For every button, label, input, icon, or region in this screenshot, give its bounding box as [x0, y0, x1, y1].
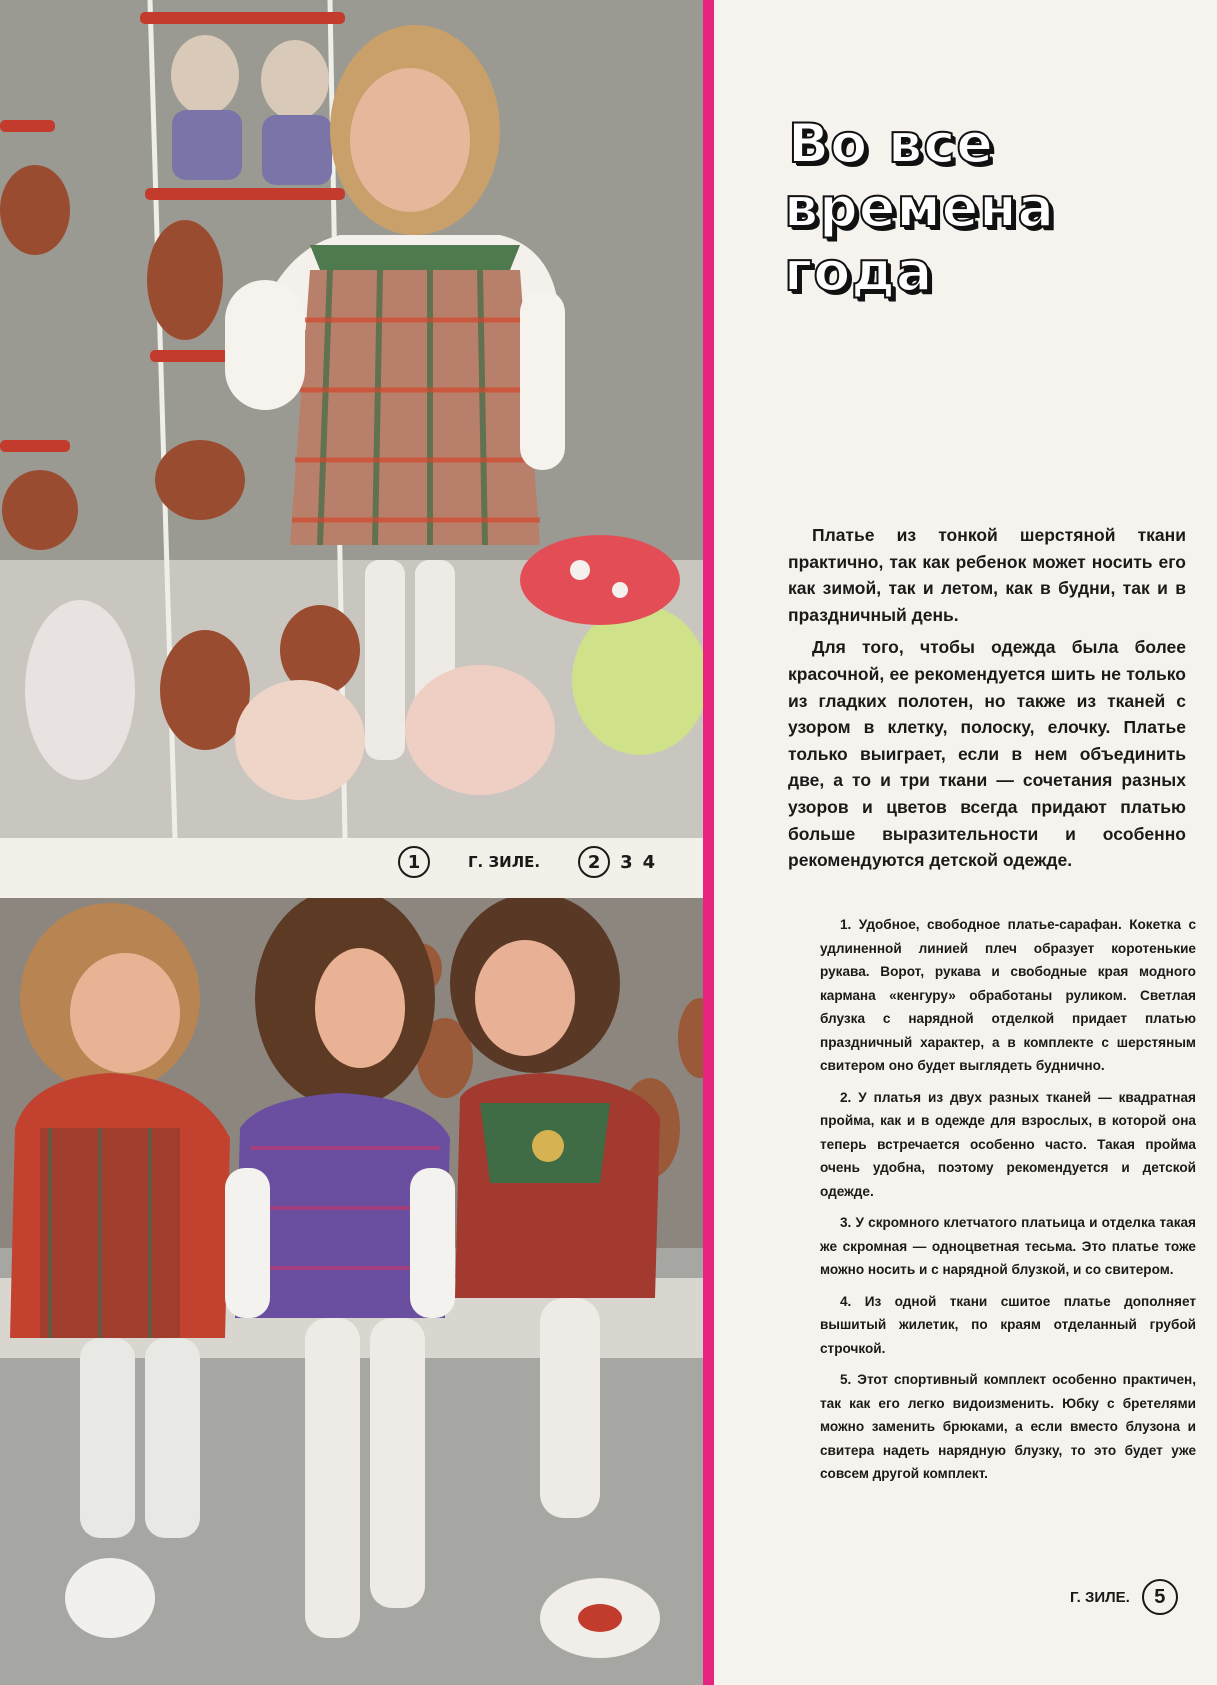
photo-top-illustration — [0, 0, 710, 838]
item-4: 4. Из одной ткани сшитое платье дополняет вышитый жилетик, по краям отделанный грубой строчкой. — [820, 1293, 1196, 1356]
footer-author: Г. ЗИЛЕ. — [1070, 1588, 1130, 1606]
intro-paragraph-1: Платье из тонкой шерстяной ткани практично, так как ребенок может носить его как зимой, так и летом, как в будни, так и в праздничный день. — [788, 525, 1186, 625]
item-5: 5. Этот спортивный комплект особенно практичен, так как его легко видоизменить. Юбку с бретелями можно заменить брюками, а если вместо блузона и свитера надеть нарядную блузку, то это будет уже совсем другой комплект. — [820, 1372, 1196, 1481]
intro-text — [788, 522, 1186, 880]
accent-divider — [703, 0, 714, 1685]
caption-number-2: 2 — [578, 846, 610, 878]
intro-paragraph-2: Для того, чтобы одежда была более красочной, ее рекомендуется шить не только из гладких полотен, но также из тканей с узором в клетку, полоску, елочку. Платье только выиграет, если в нем объединить две, а то и три ткани — сочетания разных узоров и цветов всегда придают платью больше выразительности и особенно рекомендуются детской одежде. — [788, 637, 1186, 871]
photo-caption — [398, 846, 655, 878]
item-2: 2. У платья из двух разных тканей — квадратная пройма, как и в одежде для взрослых, в которой она теперь встречается особенно часто. Такая пройма очень удобна, поэтому рекомендуется и детской одежде. — [820, 1089, 1196, 1199]
title-line-1: Во все — [788, 112, 994, 175]
caption-number-1: 1 — [398, 846, 430, 878]
article-title — [784, 112, 1208, 304]
page-number: 5 — [1142, 1579, 1178, 1615]
item-3: 3. У скромного клетчатого платьица и отделка такая же скромная — одноцветная тесьма. Это платье тоже можно носить и с нарядной блузкой, и со свитером. — [820, 1215, 1196, 1277]
photo-girl-with-toys — [0, 0, 710, 838]
model-descriptions — [820, 913, 1196, 1494]
item-1: 1. Удобное, свободное платье-сарафан. Кокетка с удлиненной линией плеч образует коротенькие рукава. Ворот, рукава и свободные края модного кармана «кенгуру» обработаны руликом. Светлая блузка с нарядной отделкой придает платью праздничный характер, а в комплекте с шерстяным свитером оно будет выглядеть буднично. — [820, 917, 1196, 1073]
page-footer — [1070, 1579, 1178, 1615]
title-line-2: времена года — [784, 176, 1055, 303]
caption-number-3: 3 — [620, 851, 633, 873]
caption-author: Г. ЗИЛЕ. — [468, 853, 541, 871]
photo-bottom-illustration — [0, 898, 712, 1685]
caption-number-4: 4 — [642, 851, 656, 873]
photo-three-girls — [0, 898, 712, 1685]
